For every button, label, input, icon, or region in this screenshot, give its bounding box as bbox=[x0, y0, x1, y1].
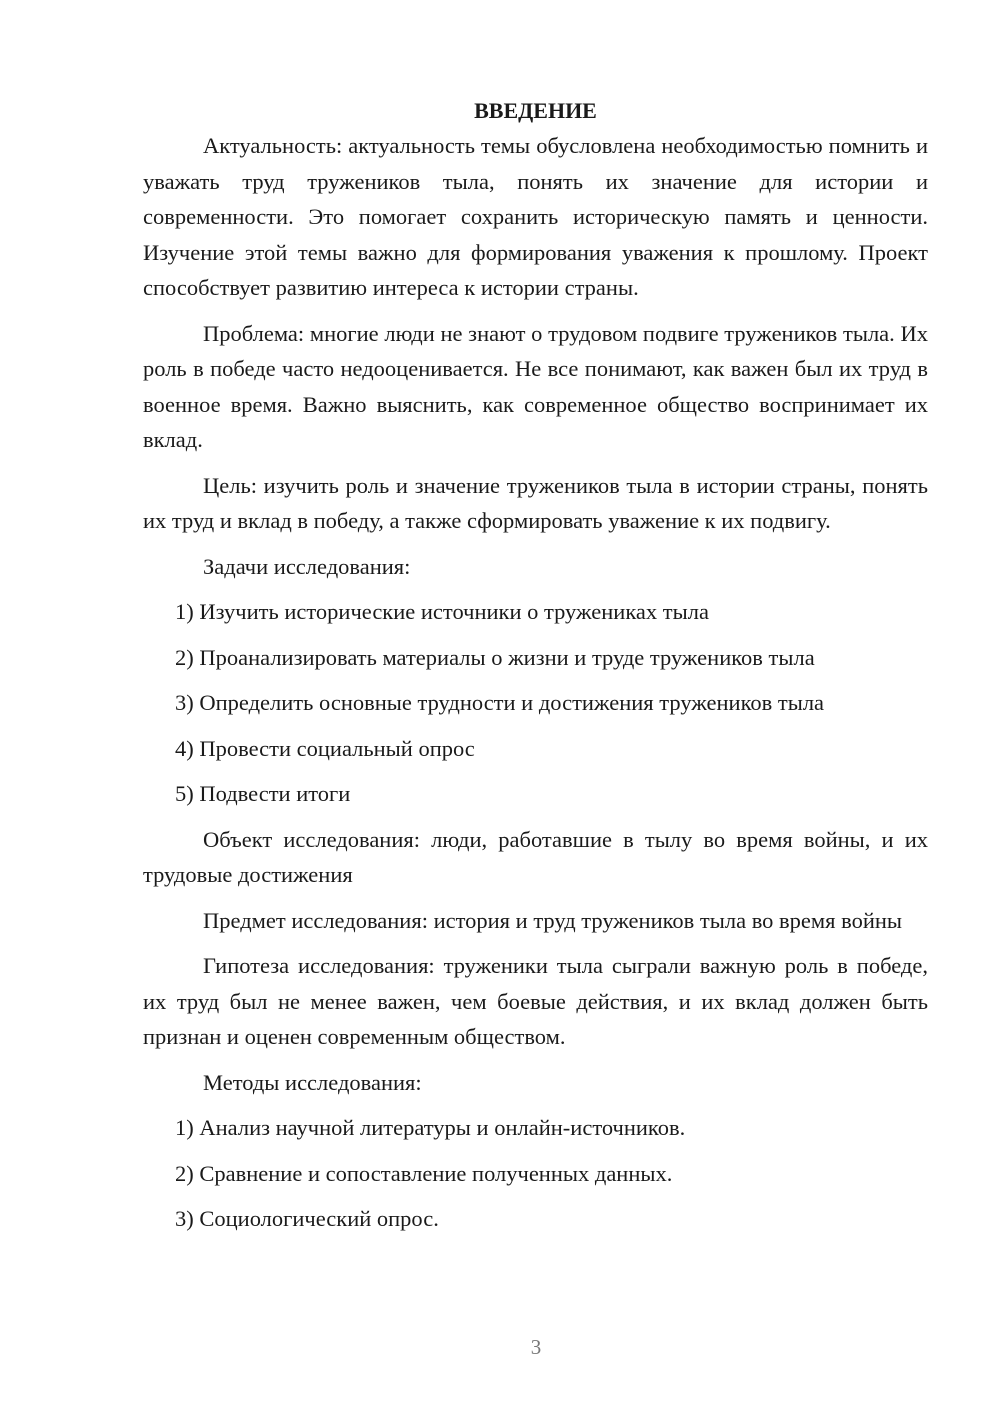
section-title: ВВЕДЕНИЕ bbox=[474, 98, 597, 123]
list-item: 3) Социологический опрос. bbox=[175, 1206, 439, 1231]
tasks-list bbox=[143, 594, 928, 812]
list-item: 1) Анализ научной литературы и онлайн-источников. bbox=[175, 1115, 686, 1140]
page-content bbox=[143, 96, 928, 1247]
list-item: 3) Определить основные трудности и достижения тружеников тыла bbox=[175, 690, 825, 715]
list-item: 2) Проанализировать материалы о жизни и труде тружеников тыла bbox=[175, 644, 815, 670]
goal-paragraph: Цель: изучить роль и значение тружеников тыла в истории страны, понять их труд и вклад в победу, а также сформировать уважение к их подвигу. bbox=[143, 472, 928, 533]
list-item: 2) Сравнение и сопоставление полученных данных. bbox=[175, 1160, 673, 1186]
tasks-heading: Задачи исследования: bbox=[203, 553, 411, 579]
subject-paragraph: Предмет исследования: история и труд тружеников тыла во время войны bbox=[203, 907, 903, 933]
list-item: 4) Провести социальный опрос bbox=[175, 735, 475, 761]
hypothesis-paragraph: Гипотеза исследования: труженики тыла сыграли важную роль в победе, их труд был не менее важен, чем боевые действия, и их вклад должен быть признан и оценен современным обществом. bbox=[143, 953, 928, 1049]
list-item: 1) Изучить исторические источники о тружениках тыла bbox=[175, 599, 709, 624]
methods-heading: Методы исследования: bbox=[203, 1069, 422, 1095]
list-item: 5) Подвести итоги bbox=[175, 781, 351, 806]
relevance-paragraph: Актуальность: актуальность темы обусловлена необходимостью помнить и уважать труд тружеников тыла, понять их значение для истории и современности. Это помогает сохранить историческую память и ценности. Изучение этой темы важно для формирования уважения к прошлому. Проект способствует развитию интереса к истории страны. bbox=[143, 133, 928, 300]
object-paragraph: Объект исследования: люди, работавшие в тылу во время войны, и их трудовые достижения bbox=[143, 826, 928, 887]
methods-list bbox=[143, 1110, 928, 1237]
page-number: 3 bbox=[530, 1335, 542, 1359]
problem-paragraph: Проблема: многие люди не знают о трудовом подвиге тружеников тыла. Их роль в победе часто недооценивается. Не все понимают, как важен был их труд в военное время. Важно выяснить, как современное общество воспринимает их вклад. bbox=[143, 320, 928, 452]
